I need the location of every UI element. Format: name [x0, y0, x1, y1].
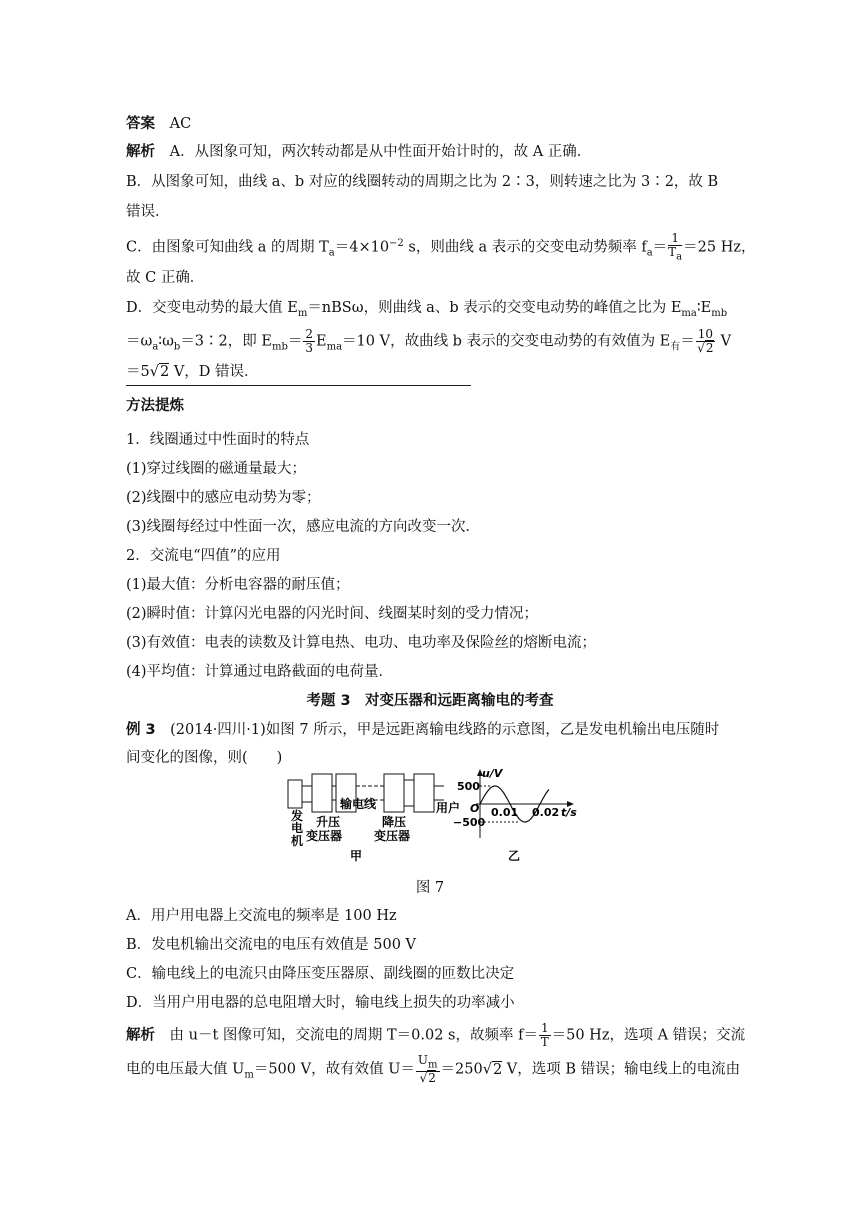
step-down-core: [404, 780, 414, 806]
fraction-Um-sqrt2: $\frac{U_m}{√2}$: [417, 1053, 438, 1086]
x-tick-0: 0.01: [491, 806, 519, 819]
analysis-label: 解析: [126, 144, 155, 160]
analysis-a-text: A．从图象可知，两次转动都是从中性面开始计时的，故 A 正确．: [169, 144, 592, 160]
option-c: C．输电线上的电流只由降压变压器原、副线圈的匝数比决定: [126, 966, 515, 982]
example-line1: [126, 720, 719, 740]
fraction-1-over-Ta: $\frac{1}{T_a}$: [668, 231, 683, 263]
solution-l2-mid: ＝500 V，故有效值 U＝: [253, 1061, 415, 1078]
origin-label: O: [470, 802, 480, 815]
analysis-d2-pre: ＝ω: [126, 333, 153, 350]
analysis-c-mid: ＝4×10: [334, 239, 390, 256]
solution-line1: [126, 1022, 745, 1049]
answer-value: AC: [169, 116, 192, 132]
solution-l1-post: ＝50 Hz，选项 A 错误；交流: [551, 1027, 746, 1044]
y-axis-label: u/V: [482, 767, 503, 780]
solution-label: 解析: [126, 1027, 155, 1044]
fraction-1-over-T: $\frac{1}{T}$: [540, 1021, 549, 1049]
method-item-7: (3)有效值：电表的读数及计算电热、电功、电功率及保险丝的熔断电流；: [126, 635, 597, 651]
figure-7: [270, 766, 610, 876]
analysis-d3-post: V，D 错误．: [169, 364, 259, 380]
analysis-c-post: s，则曲线 a 表示的交变电动势频率 f: [403, 239, 647, 256]
method-item-5: (1)最大值：分析电容器的耐压值；: [126, 577, 350, 593]
solution-l2-post: V，选项 B 错误；输电线上的电流由: [502, 1061, 741, 1078]
label-step-down-0: 降压: [382, 815, 407, 829]
step-down-secondary: [414, 774, 434, 812]
analysis-d3-pre: ＝5: [126, 364, 150, 380]
solution-l2-mid2: ＝250: [440, 1061, 483, 1078]
option-d: D．当用户用电器的总电阻增大时，输电线上损失的功率减小: [126, 995, 515, 1011]
transmission-diagram: [288, 774, 460, 863]
figure-label: 图 7: [415, 880, 445, 896]
example-text1: (2014·四川·1)如图 7 所示，甲是远距离输电线路的示意图，乙是发电机输出电压随时: [155, 722, 720, 738]
generator-box: [288, 780, 302, 808]
step-up-primary: [312, 774, 332, 812]
label-generator-1: 电: [291, 821, 304, 835]
solution-line2: 电的电压最大值 $U_m=500$ V，故有效值 U＝ $\frac{U_m}{√2}$ ＝250√2 V，选项 B 错误；输电线上的电流由: [126, 1053, 741, 1086]
topic-heading: 考题 3 对变压器和远距离输电的考查: [306, 693, 554, 709]
method-item-8: (4)平均值：计算通过电路截面的电荷量．: [126, 664, 394, 680]
generator-coupling: [302, 786, 312, 802]
answer-label: 答案: [126, 116, 155, 132]
method-item-1: (1)穿过线圈的磁通量最大；: [126, 461, 307, 477]
analysis-c-end: ＝25 Hz，: [683, 239, 756, 256]
example-label: 例 3: [126, 722, 156, 738]
analysis-c-pre: C．由图象可知曲线 a 的周期 T: [126, 239, 329, 256]
fraction-10-sqrt2: $\frac{10}{√2}$: [697, 327, 714, 355]
option-a: A．用户用电器上交流电的频率是 100 Hz: [126, 908, 397, 924]
analysis-d1-pre: D．交变电动势的最大值 E: [126, 300, 298, 316]
example-line2: 间变化的图像，则( ): [126, 750, 283, 766]
analysis-d2: $=\omega_a∶\omega_b=3∶2$，即 $E_{mb}=$ $\frac{2}{3}$ $E_{ma}=10$ V，故曲线 b 表示的交变电动势的有效值为 $E_有=$ $\frac{10}{√2}$ V: [126, 327, 732, 355]
solution-l2-pre: 电的电压最大值 U: [126, 1061, 245, 1078]
caption-a: 甲: [350, 849, 363, 863]
solution-l1-pre: 由 u－t 图像可知，交流电的周期 T＝0.02 s，故频率 f＝: [155, 1027, 538, 1044]
label-generator-2: 机: [291, 834, 304, 848]
analysis-b1: B．从图象可知，曲线 a、b 对应的线圈转动的周期之比为 2∶3，则转速之比为 3∶2，故 B: [126, 174, 719, 190]
method-item-3: (3)线圈每经过中性面一次，感应电流的方向改变一次．: [126, 519, 481, 535]
caption-b: 乙: [508, 849, 521, 863]
analysis-b2: 错误．: [126, 204, 170, 220]
label-line: 输电线: [340, 797, 377, 811]
voltage-graph: [453, 767, 577, 863]
ymin-label: −500: [453, 816, 486, 829]
method-title: 方法提炼: [126, 398, 184, 414]
option-b: B．发电机输出交流电的电压有效值是 500 V: [126, 937, 417, 953]
analysis-d2-post2: ＝10 V，故曲线 b 表示的交变电动势的有效值为 E: [342, 333, 671, 350]
analysis-d2-mid: ∶ω: [158, 333, 174, 350]
analysis-a: [126, 142, 591, 162]
analysis-d2-post: ＝3∶2，即 E: [180, 333, 272, 350]
analysis-d1-mid: ＝nBSω，则曲线 a、b 表示的交变电动势的峰值之比为 E: [307, 300, 682, 316]
label-step-up-0: 升压: [316, 815, 341, 829]
label-generator-0: 发: [291, 809, 304, 823]
step-down-primary: [384, 774, 404, 812]
method-item-6: (2)瞬时值：计算闪光电器的闪光时间、线圈某时刻的受力情况；: [126, 606, 539, 622]
analysis-c2: 故 C 正确．: [126, 270, 205, 286]
method-item-4: 2．交流电“四值”的应用: [126, 548, 281, 564]
method-item-0: 1．线圈通过中性面时的特点: [126, 432, 310, 448]
x-tick-1: 0.02: [532, 806, 560, 819]
label-step-down-1: 变压器: [374, 829, 411, 843]
x-axis-label: t/s: [561, 806, 577, 819]
analysis-c: C．由图象可知曲线 a 的周期 $T_a=4\times 10^{-2}$ s，则曲线 a 表示的交变电动势频率 $f_a=$ $\frac{1}{T_a}$ ＝25 Hz，: [126, 231, 756, 263]
ymax-label: 500: [457, 780, 480, 793]
label-step-up-1: 变压器: [306, 829, 343, 843]
analysis-d3: ＝5√2 V，D 错误．: [126, 364, 259, 380]
answer-line: [126, 114, 191, 134]
analysis-d1: D．交变电动势的最大值 $E_m=nBS\omega$，则曲线 a、b 表示的交变电动势的峰值之比为 $E_{ma}∶E_{mb}$: [126, 300, 728, 319]
label-user: 用户: [436, 801, 461, 815]
method-item-2: (2)线圈中的感应电动势为零；: [126, 490, 321, 506]
fraction-2-3: $\frac{2}{3}$: [305, 327, 313, 355]
divider: [126, 385, 471, 386]
